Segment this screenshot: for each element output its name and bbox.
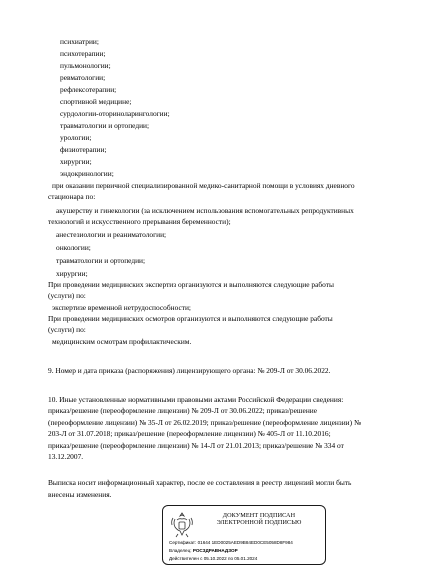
list-item: рефлексотерапии; (60, 85, 117, 94)
section-10-line: 13.12.2007. (48, 452, 84, 461)
section-10-line: 203-Л от 31.07.2018; приказ/решение (переоформление лицензии) № 405-Л от 11.10.2016; (48, 429, 331, 438)
list-item: хирургии; (56, 269, 88, 278)
list-item: травматологии и ортопедии; (56, 256, 146, 265)
list-item: сурдологии-оториноларингологии; (60, 109, 170, 118)
disclaimer-line: Выписка носит информационный характер, после ее составления в реестр лицензий могли быть (48, 478, 352, 487)
section-10-line: 10. Иные установленные нормативными правовыми актами Российской Федерации сведения: (48, 395, 344, 404)
section-10-line: (переоформление лицензии) № 35-Л от 26.02.2019; приказ/решение (переоформление лицензии) № (48, 418, 362, 427)
section-10-line: приказ/решение (переоформление лицензии) № 14-Л от 21.01.2013; приказ/решение № 334 от (48, 441, 344, 450)
list-item: технологий и искусственного прерывания беременности); (48, 217, 231, 226)
list-item: ревматологии; (60, 73, 106, 82)
list-item: психотерапии; (60, 49, 106, 58)
section-9: 9. Номер и дата приказа (распоряжения) лицензирующего органа: № 209-Л от 30.06.2022. (48, 366, 331, 375)
list-item: физиотерапии; (60, 145, 107, 154)
section-intro: стационара по: (48, 192, 96, 201)
list-item: спортивной медицине; (60, 97, 132, 106)
list-item: хирургии; (60, 157, 92, 166)
list-item: экспертизе временной нетрудоспособности; (52, 303, 191, 312)
section-intro: При проведении медицинских экспертиз организуются и выполняются следующие работы (48, 280, 334, 289)
section-intro: (услуги) по: (48, 291, 86, 300)
disclaimer-line: внесены изменения. (48, 490, 112, 499)
list-item: акушерству и гинекологии (за исключением использования вспомогательных репродуктивных (56, 206, 354, 215)
section-intro: При проведении медицинских осмотров организуются и выполняются следующие работы (48, 314, 333, 323)
stamp-validity: Действителен с 05.10.2022 по 05.01.2024 (169, 556, 258, 561)
list-item: анестезиологии и реаниматологии; (56, 230, 167, 239)
list-item: онкологии; (56, 243, 91, 252)
stamp-title-line-1: ДОКУМЕНТ ПОДПИСАН (222, 512, 296, 519)
owner-label: Владелец: (169, 548, 192, 553)
list-item: урологии; (60, 133, 92, 142)
section-intro: (услуги) по: (48, 325, 86, 334)
section-intro: при оказании первичной специализированной медико-санитарной помощи в условиях дневного (52, 181, 355, 190)
stamp-title (195, 512, 323, 527)
certificate-label: Сертификат: (169, 540, 197, 545)
stamp-certificate (169, 540, 293, 545)
stamp-title-line-2: ЭЛЕКТРОННОЙ ПОДПИСЬЮ (216, 519, 302, 527)
list-item: психиатрии; (60, 37, 99, 46)
coat-of-arms-icon (169, 510, 195, 540)
owner-value: РОСЗДРАВНАДЗОР (192, 548, 238, 553)
list-item: эндокринологии; (60, 169, 114, 178)
list-item: пульмонологии; (60, 61, 111, 70)
stamp-owner (169, 548, 238, 553)
certificate-value: 01644 1ED0025AED9B84ED0CE5058D8F984 (197, 540, 293, 545)
electronic-signature-stamp (162, 505, 326, 565)
list-item: медицинским осмотрам профилактическим. (52, 337, 192, 346)
list-item: травматологии и ортопедии; (60, 121, 150, 130)
section-10-line: приказ/решение (переоформление лицензии) № 209-Л от 30.06.2022; приказ/решение (48, 406, 318, 415)
